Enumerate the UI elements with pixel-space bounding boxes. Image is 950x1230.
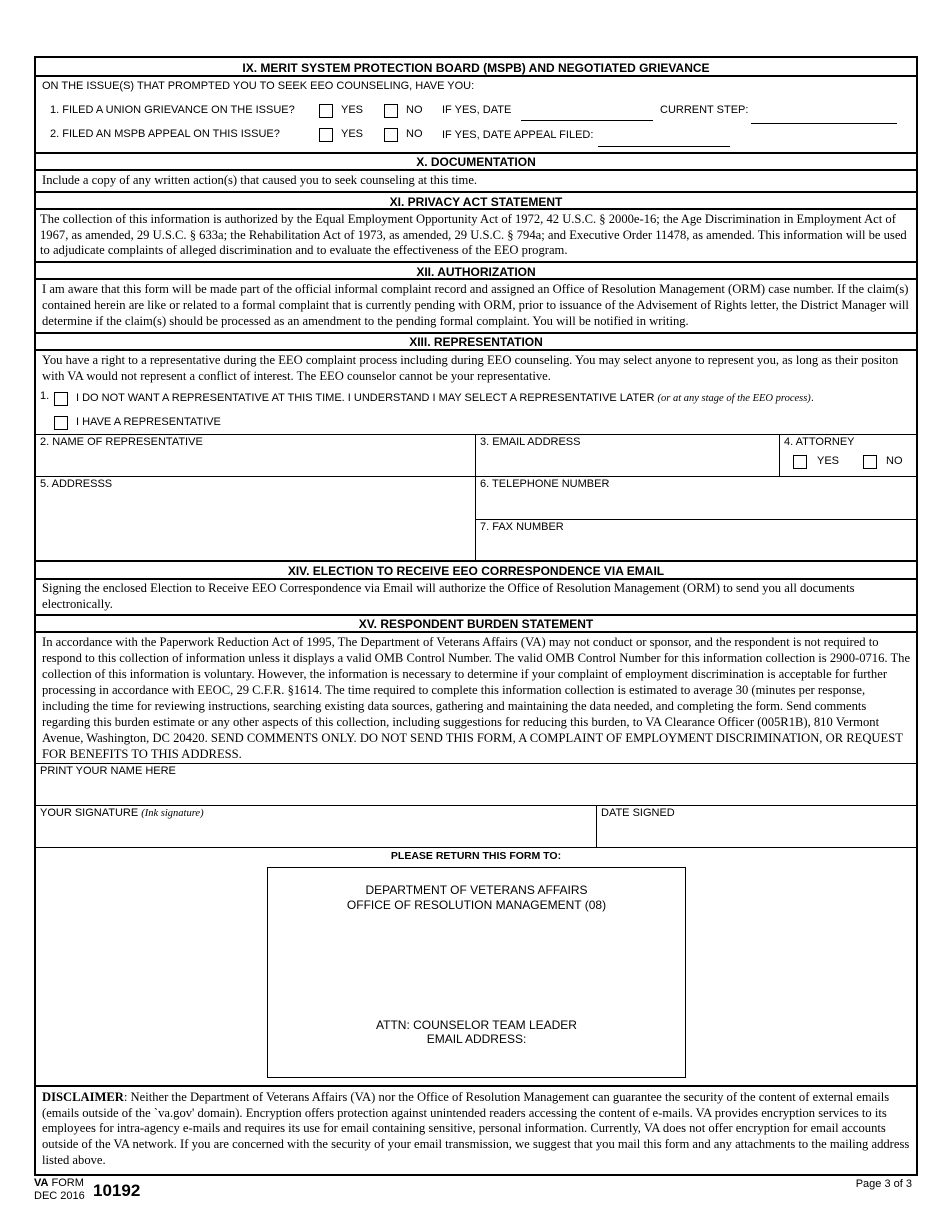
return-email-line: EMAIL ADDRESS: — [426, 1032, 527, 1046]
union-grievance-date-label: IF YES, DATE — [442, 104, 512, 116]
return-address-line1: DEPARTMENT OF VETERANS AFFAIRS — [365, 883, 588, 897]
representation-text: You have a right to a representative during the EEO complaint process including during EEO counseling. You may select anyone to represent you, as long as their positon with VA would not represent a conflict of interest. The EEO counselor cannot be your representative. — [42, 353, 899, 383]
return-address-box — [267, 867, 686, 1078]
attorney-no-checkbox[interactable] — [863, 455, 877, 469]
return-attn-line: ATTN: COUNSELOR TEAM LEADER — [376, 1018, 577, 1032]
respondent-burden-text: In accordance with the Paperwork Reduction Act of 1995, The Department of Veterans Affairs (VA) may not conduct or sponsor, and the respondent is not required to respond to this collection of information unless it displays a valid OMB Control Number. The valid OMB Control Number for this information collection is 2900-0716. The collection of this information is voluntary. However, the information is necessary to determine if your complaint of employment discrimination is acceptable for further processing in accordance with EEOC, 29 C.F.R. §1614. The time required to complete this information collection is estimated to average 30 (minutes per response, including the time for reviewing instructions, searching existing data sources, gathering and maintaining the data needed, and completing the form. Send comments regarding this burden estimate or any other aspects of this collection, including suggestions for reducing this burden, to VA Clearance Officer (005R1B), 810 Vermont Avenue, Washington, DC 20420. SEND COMMENTS ONLY. DO NOT SEND THIS FORM, A COMPLAINT OF EMPLOYMENT DISCRIMINATION, OR REQUEST FOR BENEFITS TO THIS ADDRESS. — [42, 635, 911, 761]
current-step-label: CURRENT STEP: — [660, 104, 749, 116]
union-grievance-yes-label: YES — [341, 104, 364, 116]
section-ix-header: IX. MERIT SYSTEM PROTECTION BOARD (MSPB) AND NEGOTIATED GRIEVANCE — [36, 58, 916, 77]
divider — [36, 434, 916, 435]
authorization-text: I am aware that this form will be made part of the official informal complaint record and assigned an Office of Resolution Management (ORM) case number. If the claim(s) contained herein are like or related to a formal complaint that is currently pending with ORM, prior to issuance of the Advisement of Rights letter, the District Manager will determine if the claim(s) should be processed as an amendment to the pending formal complaint. You will be notified in writing. — [42, 282, 909, 328]
union-grievance-no-label: NO — [406, 104, 423, 116]
have-representative-checkbox[interactable] — [54, 416, 68, 430]
divider — [596, 805, 597, 847]
representative-fax-label: 7. FAX NUMBER — [480, 521, 564, 533]
union-grievance-no-checkbox[interactable] — [384, 104, 398, 118]
union-grievance-question: 1. FILED A UNION GRIEVANCE ON THE ISSUE? — [50, 104, 295, 116]
mspb-appeal-question: 2. FILED AN MSPB APPEAL ON THIS ISSUE? — [50, 128, 280, 140]
no-representative-checkbox[interactable] — [54, 392, 68, 406]
documentation-text: Include a copy of any written action(s) that caused you to seek counseling at this time. — [42, 173, 478, 187]
privacy-act-text: The collection of this information is authorized by the Equal Employment Opportunity Act of 1972, 42 U.S.C. § 2000e-16; the Age Discrimination in Employment Act of 1967, as amended, 29 U.S.C. § 633a; the Rehabilitation Act of 1973, as amended, 29 U.S.C. § 794a; and Executive Order 11478, as amended. This information will be used to adjudicate complaints of alleged discrimination and to evaluate the effectiveness of the EEO program. — [40, 212, 907, 258]
section-xiv-header: XIV. ELECTION TO RECEIVE EEO CORRESPONDENCE VIA EMAIL — [36, 562, 916, 580]
form-number: 10192 — [93, 1181, 141, 1200]
mspb-appeal-yes-checkbox[interactable] — [319, 128, 333, 142]
section-xv-header: XV. RESPONDENT BURDEN STATEMENT — [36, 616, 916, 633]
mspb-appeal-date-field[interactable] — [598, 146, 730, 147]
return-form-title: PLEASE RETURN THIS FORM TO: — [390, 850, 562, 862]
page-number: Page 3 of 3 — [855, 1178, 912, 1190]
email-election-text: Signing the enclosed Election to Receive EEO Correspondence via Email will authorize the Office of Resolution Management (ORM) to send you all documents electronically. — [42, 581, 855, 611]
divider — [475, 434, 476, 560]
representative-phone-label: 6. TELEPHONE NUMBER — [480, 478, 610, 490]
attorney-yes-checkbox[interactable] — [793, 455, 807, 469]
print-name-label: PRINT YOUR NAME HERE — [40, 765, 176, 777]
date-signed-label: DATE SIGNED — [601, 807, 675, 819]
signature-label: YOUR SIGNATURE (Ink signature) — [40, 807, 204, 819]
attorney-label: 4. ATTORNEY — [784, 436, 855, 448]
mspb-appeal-date-label: IF YES, DATE APPEAL FILED: — [442, 129, 594, 141]
section-xii-header: XII. AUTHORIZATION — [36, 263, 916, 280]
representative-address-label: 5. ADDRESSS — [40, 478, 113, 490]
current-step-field[interactable] — [751, 123, 897, 124]
no-representative-label: I DO NOT WANT A REPRESENTATIVE AT THIS TIME. I UNDERSTAND I MAY SELECT A REPRESENTATIVE LATER (or at any stage of the EEO process). — [76, 392, 814, 404]
divider — [36, 476, 916, 477]
attorney-yes-label: YES — [817, 455, 840, 467]
representative-name-label: 2. NAME OF REPRESENTATIVE — [40, 436, 203, 448]
mspb-appeal-no-checkbox[interactable] — [384, 128, 398, 142]
union-grievance-date-field[interactable] — [521, 120, 653, 121]
representative-email-label: 3. EMAIL ADDRESS — [480, 436, 581, 448]
union-grievance-yes-checkbox[interactable] — [319, 104, 333, 118]
disclaimer-text: DISCLAIMER: Neither the Department of Veterans Affairs (VA) nor the Office of Resolution Management can guarantee the security of the content of external emails (emails outside of the `va.gov' domain). Encryption offers protection against unintended readers accessing the content of e-mails. VA provides encryption services to its employees for intra-agency e-mails and requires its use for email containing sensitive, personal information. Currently, VA does not offer encryption for email accounts outside of the VA network. If you are concerned with the security of your email transmission, we suggest that you mail this form and any attachments to the mailing address listed above. — [42, 1090, 910, 1167]
section-ix-intro: ON THE ISSUE(S) THAT PROMPTED YOU TO SEEK EEO COUNSELING, HAVE YOU: — [42, 80, 475, 92]
have-representative-label: I HAVE A REPRESENTATIVE — [76, 416, 221, 428]
return-address-line2: OFFICE OF RESOLUTION MANAGEMENT (08) — [346, 898, 607, 912]
form-date: DEC 2016 — [34, 1190, 85, 1202]
mspb-appeal-no-label: NO — [406, 128, 423, 140]
divider — [36, 847, 916, 848]
section-xiii-header: XIII. REPRESENTATION — [36, 334, 916, 351]
divider — [779, 434, 780, 476]
item-1-number: 1. — [40, 390, 50, 402]
va-form-10192 — [34, 56, 918, 1176]
divider — [36, 763, 916, 764]
divider — [36, 805, 916, 806]
form-footer-label: VA FORM — [34, 1177, 84, 1189]
divider — [36, 1085, 916, 1087]
divider — [475, 519, 916, 520]
section-xi-header: XI. PRIVACY ACT STATEMENT — [36, 193, 916, 210]
section-x-header: X. DOCUMENTATION — [36, 154, 916, 171]
attorney-no-label: NO — [886, 455, 903, 467]
mspb-appeal-yes-label: YES — [341, 128, 364, 140]
